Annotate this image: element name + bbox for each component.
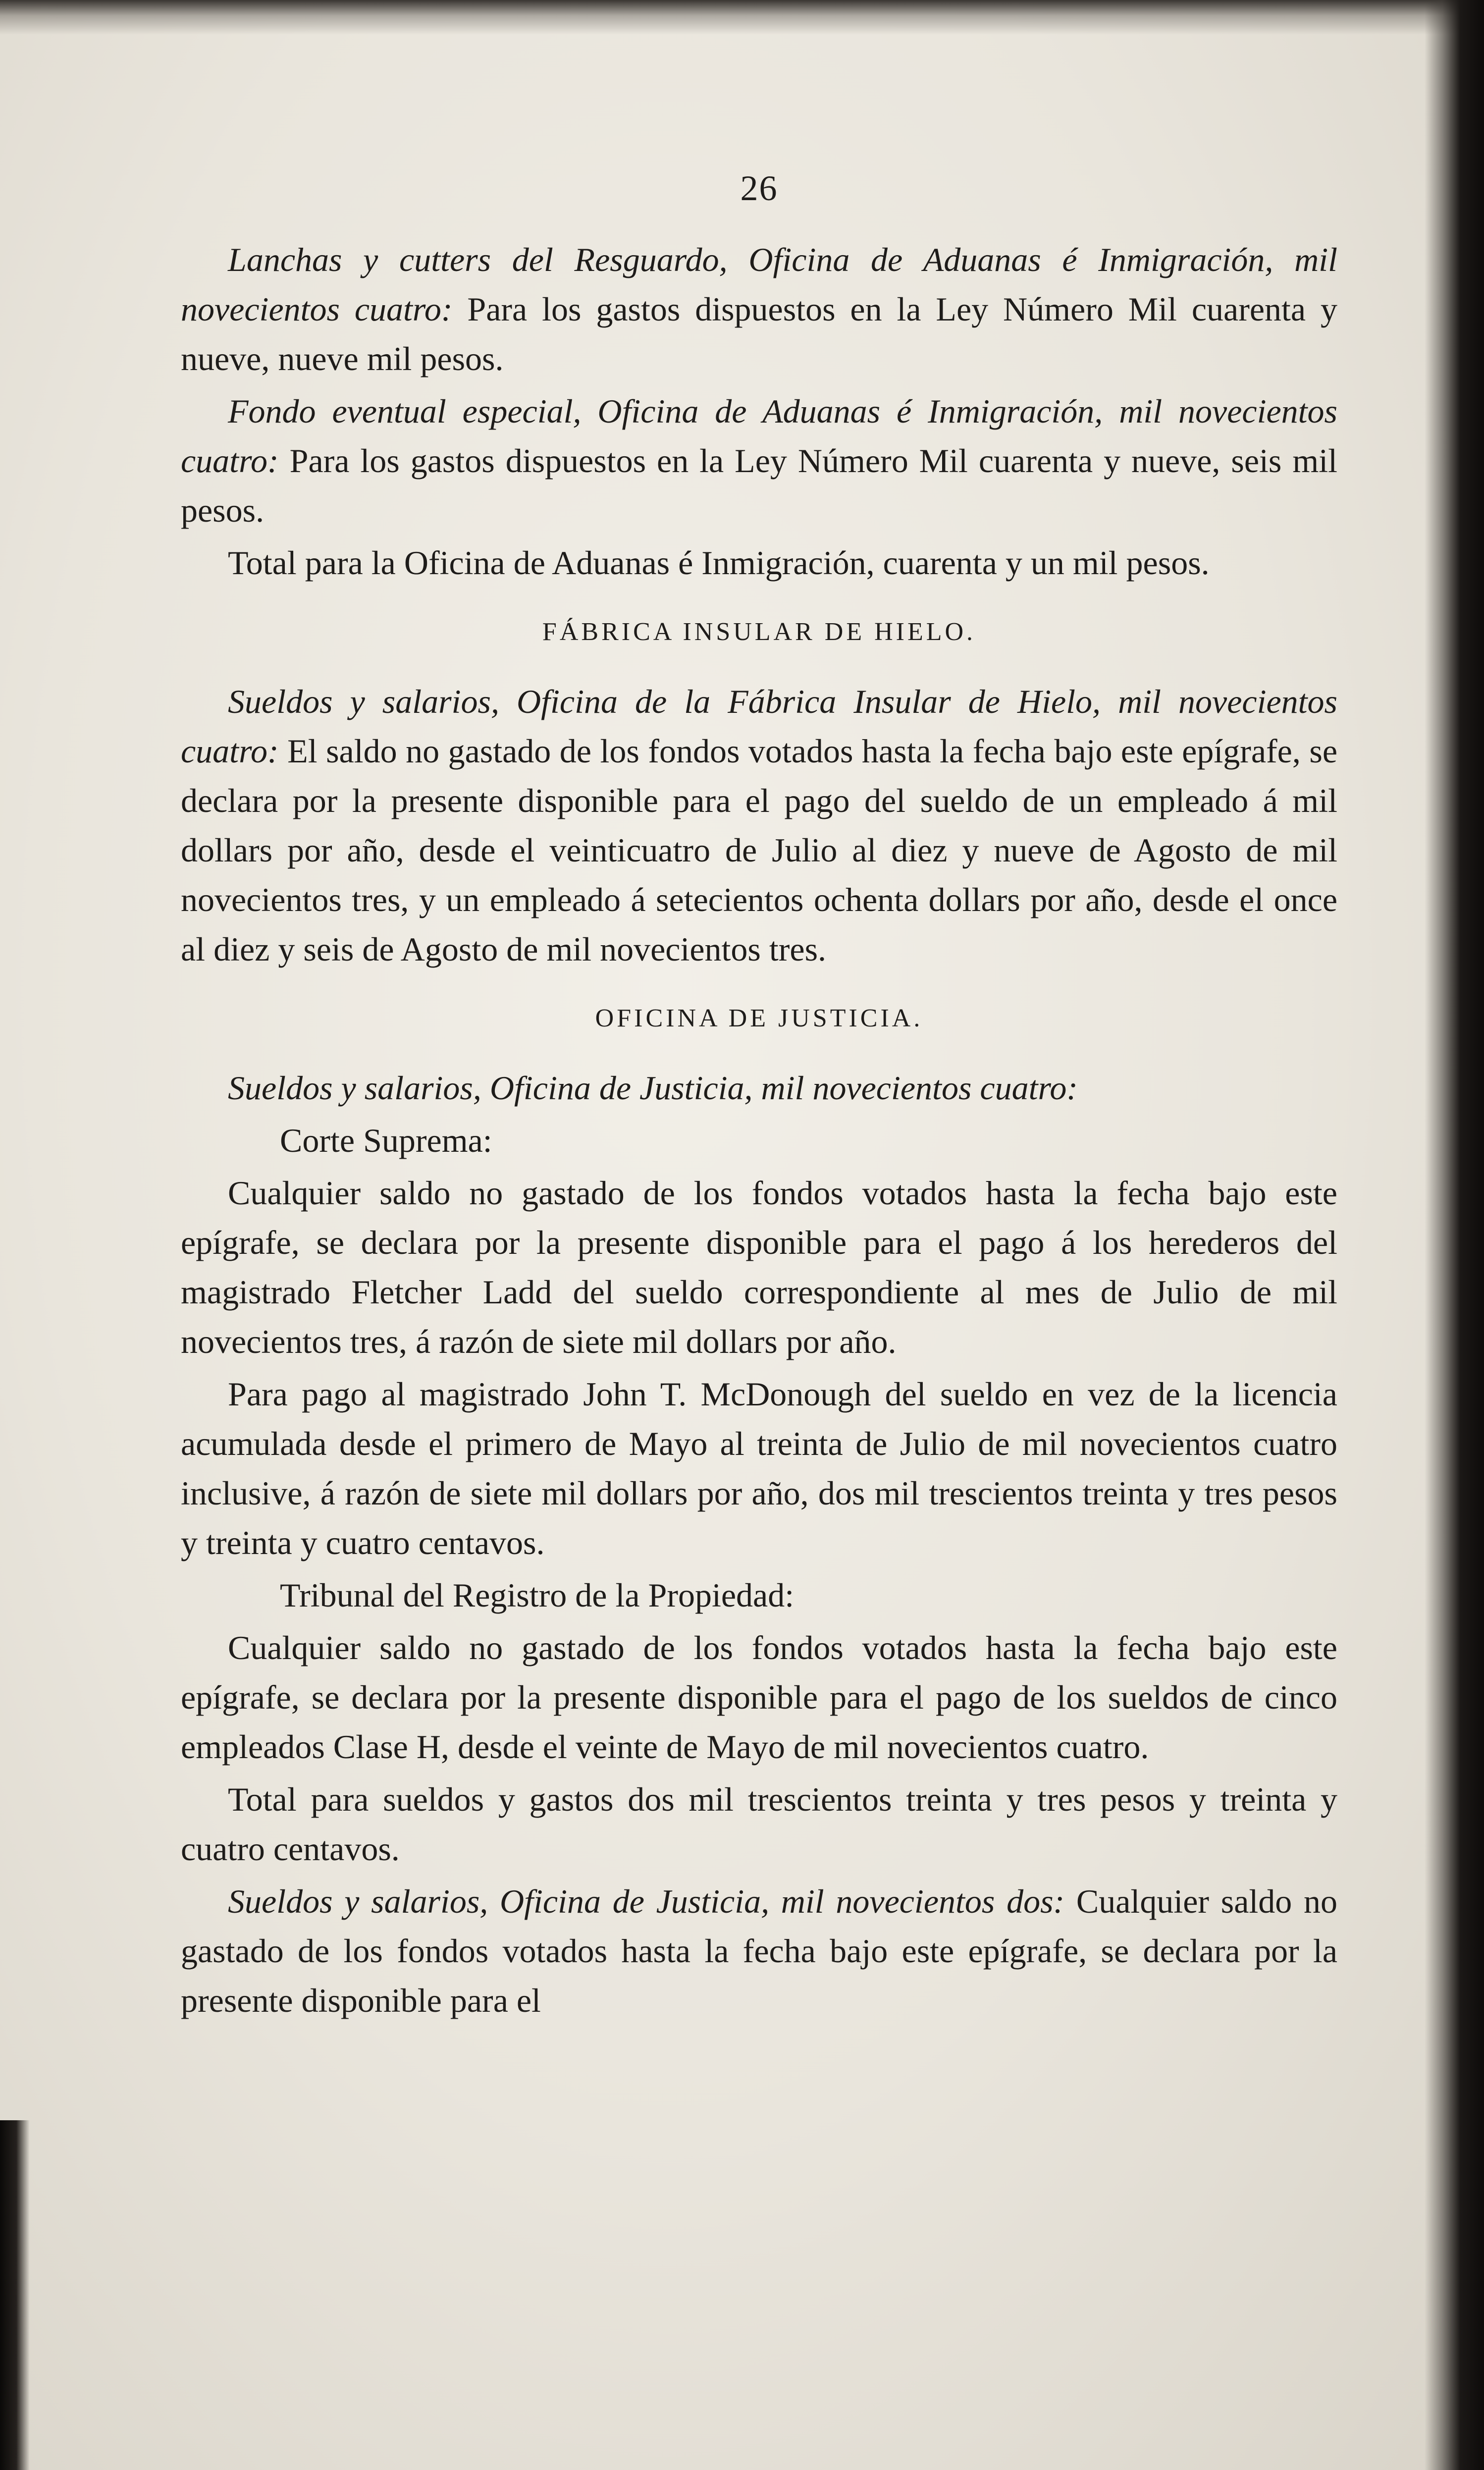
paragraph-fondo-eventual <box>181 386 1337 535</box>
paragraph-body: Para pago al magistrado John T. McDonough del sueldo en vez de la licencia acumulada desde el primero de Mayo al treinta de Julio de mil novecientos cuatro inclusive, á razón de siete mil dollars por año, dos mil trescientos treinta y tres pesos y treinta y cuatro centavos. <box>181 1375 1337 1561</box>
page-corner-shadow <box>0 2120 30 2470</box>
page-text <box>181 163 1337 2028</box>
paragraph-heading: Fondo eventual especial, Oficina de Aduanas é Inmigración, mil novecientos cuatro: <box>181 392 1337 480</box>
paragraph-registro-empleados <box>181 1623 1337 1772</box>
paragraph-sueldos-justicia-1904 <box>181 1063 1337 1113</box>
paragraph-sueldos-hielo <box>181 677 1337 974</box>
paragraph-sueldos-justicia-1902 <box>181 1877 1337 2025</box>
paragraph-body: Cualquier saldo no gastado de los fondos votados hasta la fecha bajo este epígrafe, se declara por la presente disponible para el pago á los herederos del magistrado Fletcher Ladd del sueldo correspondiente al mes de Julio de mil novecientos tres, á razón de siete mil dollars por año. <box>181 1174 1337 1360</box>
paragraph-body: Corte Suprema: <box>280 1122 492 1159</box>
paragraph-heading: Sueldos y salarios, Oficina de Justicia, mil novecientos dos: <box>228 1882 1065 1920</box>
paragraph-body: Total para la Oficina de Aduanas é Inmigración, cuarenta y un mil pesos. <box>228 544 1210 582</box>
paragraph-total-sueldos <box>181 1774 1337 1874</box>
subheading-corte-suprema <box>181 1116 1337 1165</box>
paragraph-heading: Sueldos y salarios, Oficina de Justicia, mil novecientos cuatro: <box>228 1069 1078 1107</box>
binding-shadow <box>1425 0 1484 2470</box>
paragraph-heading: Sueldos y salarios, Oficina de la Fábrica Insular de Hielo, mil novecientos cuatro: <box>181 683 1337 770</box>
paragraph-body: Para los gastos dispuestos en la Ley Número Mil cuarenta y nueve, nueve mil pesos. <box>181 290 1337 377</box>
page-top-shadow <box>0 0 1484 35</box>
section-heading-justicia: OFICINA DE JUSTICIA. <box>595 1004 923 1032</box>
paragraph-body: Cualquier saldo no gastado de los fondos votados hasta la fecha bajo este epígrafe, se declara por la presente disponible para el pago de los sueldos de cinco empleados Clase H, desde el veinte de Mayo de mil novecientos cuatro. <box>181 1629 1337 1766</box>
page-number: 26 <box>740 168 778 208</box>
paragraph-body: Cualquier saldo no gastado de los fondos votados hasta la fecha bajo este epígrafe, se declara por la presente disponible para el <box>181 1882 1337 2019</box>
paragraph-lanchas <box>181 235 1337 383</box>
paragraph-heading: Lanchas y cutters del Resguardo, Oficina de Aduanas é Inmigración, mil novecientos cuatro: <box>181 241 1337 328</box>
subheading-tribunal-registro <box>181 1570 1337 1620</box>
paragraph-body: Para los gastos dispuestos en la Ley Número Mil cuarenta y nueve, seis mil pesos. <box>181 442 1337 529</box>
paragraph-mcdonough <box>181 1369 1337 1567</box>
paragraph-body: El saldo no gastado de los fondos votados hasta la fecha bajo este epígrafe, se declara por la presente disponible para el pago del sueldo de un empleado á mil dollars por año, desde el veinticuatro de Julio al diez y nueve de Agosto de mil novecientos tres, y un empleado á setecientos ochenta dollars por año, desde el once al diez y seis de Agosto de mil novecientos tres. <box>181 732 1337 968</box>
section-heading-fabrica-hielo: FÁBRICA INSULAR DE HIELO. <box>542 618 976 646</box>
paragraph-total-aduanas <box>181 538 1337 588</box>
paragraph-ladd <box>181 1168 1337 1366</box>
paragraph-body: Tribunal del Registro de la Propiedad: <box>280 1576 795 1614</box>
paragraph-body: Total para sueldos y gastos dos mil trescientos treinta y tres pesos y treinta y cuatro centavos. <box>181 1780 1337 1868</box>
